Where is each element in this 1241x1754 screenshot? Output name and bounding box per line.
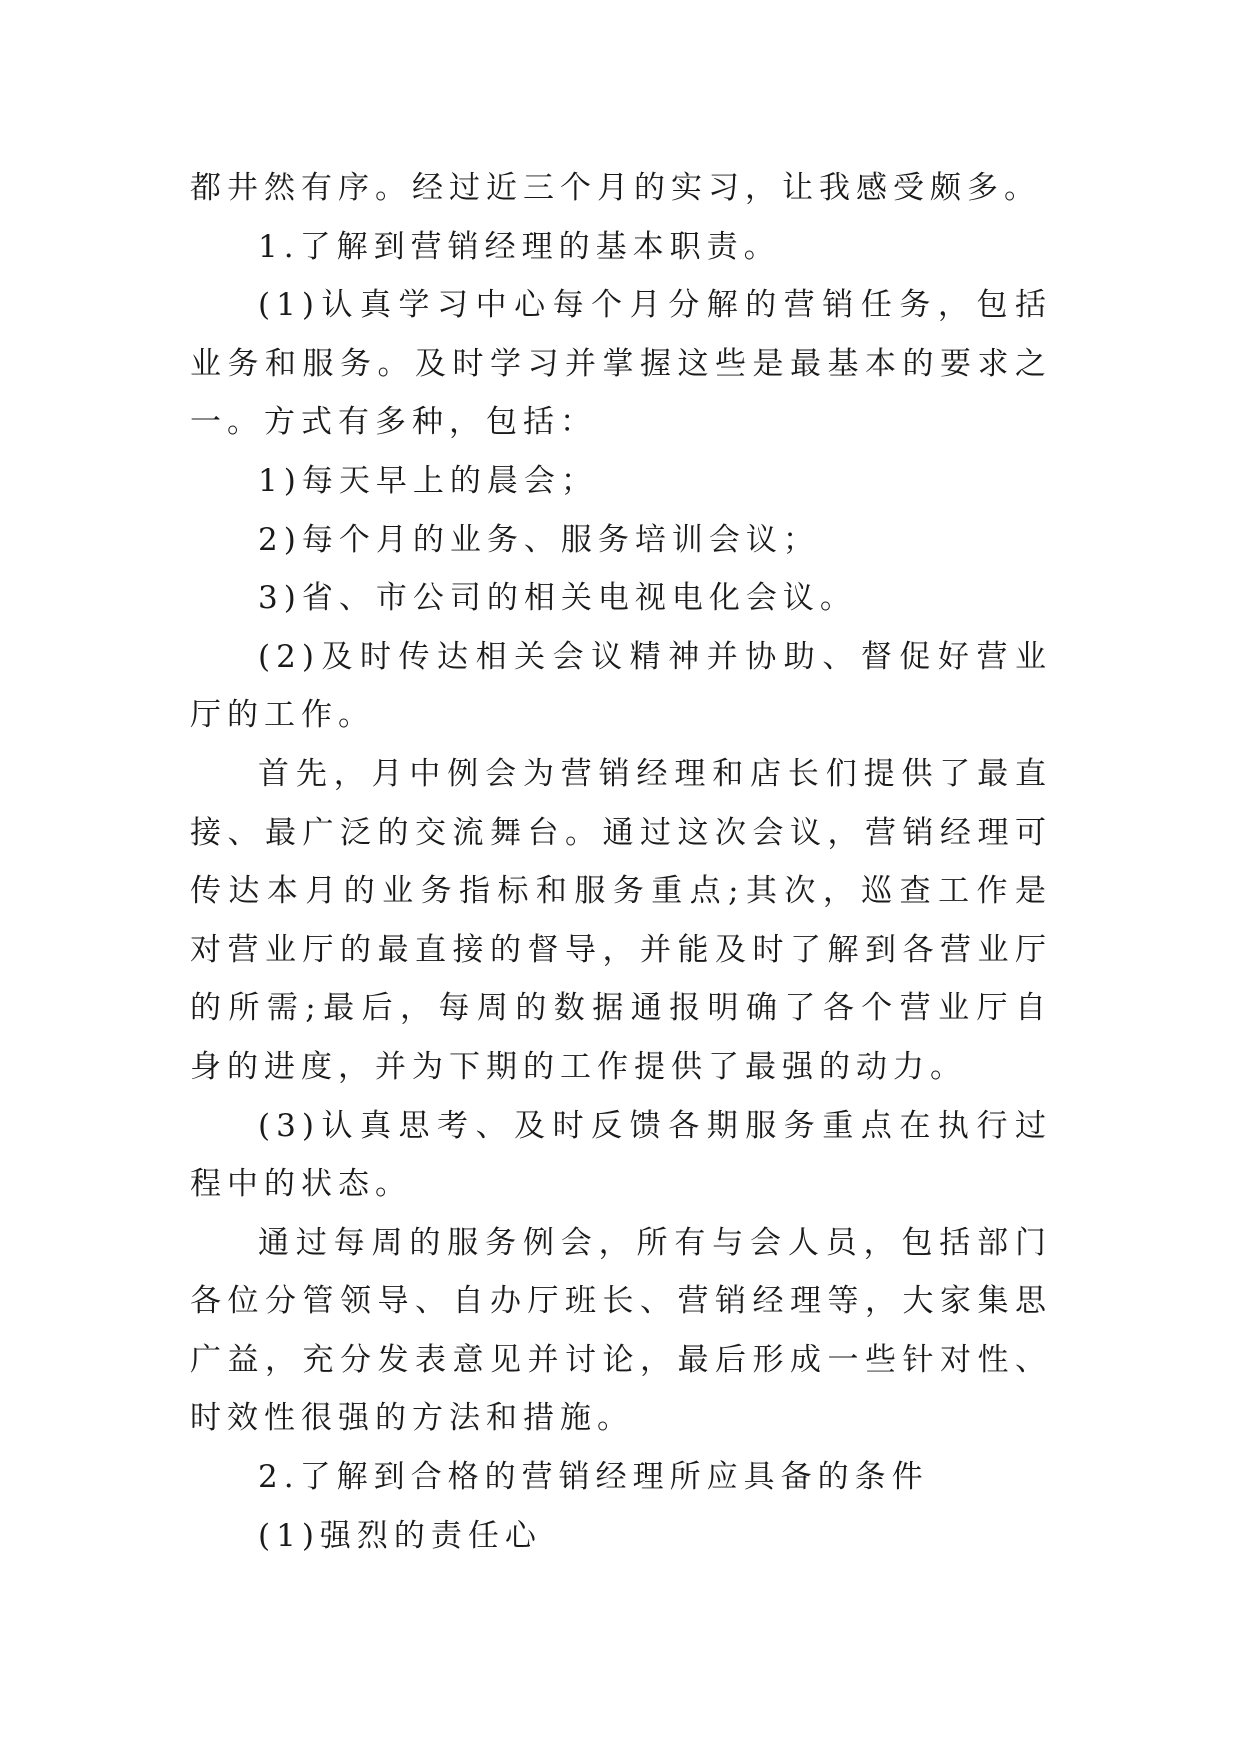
heading-section-2: 2.了解到合格的营销经理所应具备的条件 (258, 1459, 929, 1496)
paragraph-item-1: (1)认真学习中心每个月分解的营销任务，包括业务和服务。及时学习并掌握这些是最基本的要求之一。方式有多种，包括： (190, 287, 1052, 441)
document-body (190, 159, 1052, 1565)
list-item-morning-meeting: 1)每天早上的晨会； (258, 462, 598, 499)
paragraph-item-2: (2)及时传达相关会议精神并协助、督促好营业厅的工作。 (190, 638, 1052, 734)
paragraph-1: 都井然有序。经过近三个月的实习，让我感受颇多。 (190, 170, 1041, 206)
paragraph-item-3: (3)认真思考、及时反馈各期服务重点在执行过程中的状态。 (190, 1107, 1052, 1203)
paragraph-meeting-details: 首先，月中例会为营销经理和店长们提供了最直接、最广泛的交流舞台。通过这次会议，营销经理可传达本月的业务指标和服务重点;其次，巡查工作是对营业厅的最直接的督导，并能及时了解到各营业厅的所需;最后，每周的数据通报明确了各个营业厅自身的进度，并为下期的工作提供了最强的动力。 (190, 755, 1052, 1085)
list-item-video-conference: 3)省、市公司的相关电视电化会议。 (258, 580, 857, 617)
heading-section-1: 1.了解到营销经理的基本职责。 (258, 228, 781, 265)
paragraph-weekly-service-meeting: 通过每周的服务例会，所有与会人员，包括部门各位分管领导、自办厅班长、营销经理等，大家集思广益，充分发表意见并讨论，最后形成一些针对性、时效性很强的方法和措施。 (190, 1224, 1052, 1437)
list-item-monthly-training: 2)每个月的业务、服务培训会议； (258, 521, 820, 558)
paragraph-responsibility: (1)强烈的责任心 (258, 1517, 542, 1554)
